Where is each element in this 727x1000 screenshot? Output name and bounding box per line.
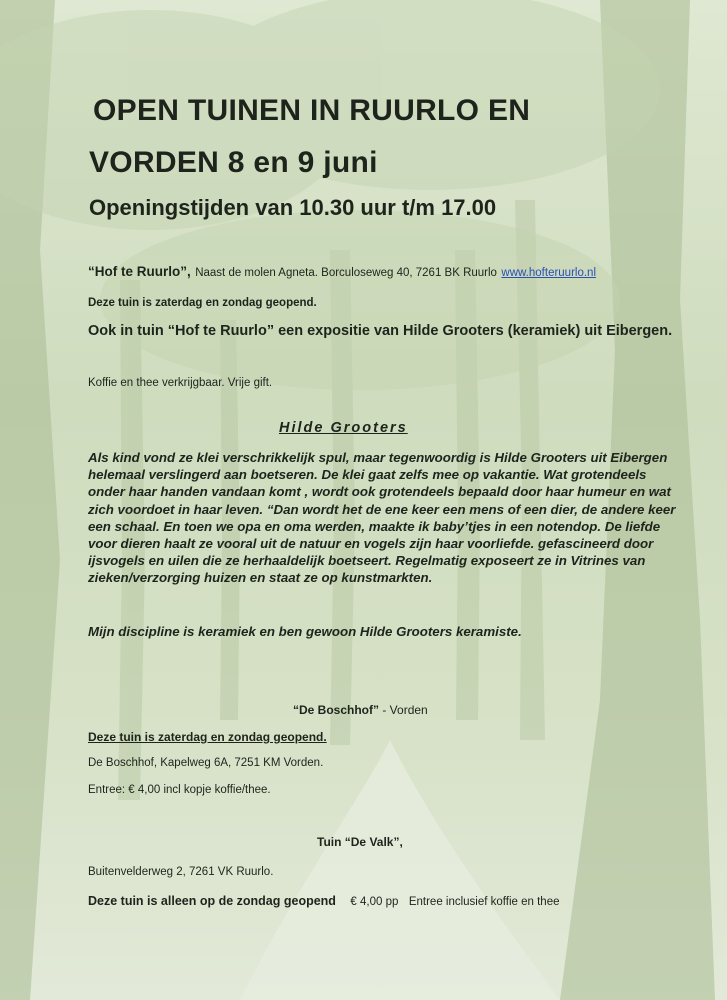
- boschhof-address: De Boschhof, Kapelweg 6A, 7251 KM Vorden.: [88, 757, 324, 769]
- artist-discipline: Mijn discipline is keramiek en ben gewoon Hilde Grooters keramiste.: [88, 624, 522, 639]
- hof-open: Deze tuin is zaterdag en zondag geopend.: [88, 297, 317, 309]
- title-line2: VORDEN 8 en 9 juni: [89, 146, 378, 179]
- valk-address: Buitenvelderweg 2, 7261 VK Ruurlo.: [88, 866, 274, 878]
- artist-heading: Hilde Grooters: [279, 420, 408, 436]
- valk-info-line: [88, 892, 560, 910]
- boschhof-place: - Vorden: [379, 703, 428, 717]
- valk-name: Tuin “De Valk”,: [317, 835, 403, 849]
- valk-entree: Entree inclusief koffie en thee: [408, 896, 560, 908]
- hof-name: “Hof te Ruurlo”,: [88, 264, 191, 279]
- valk-price: € 4,00 pp: [350, 896, 399, 908]
- boschhof-entree: Entree: € 4,00 incl kopje koffie/thee.: [88, 784, 271, 796]
- hof-line: [88, 263, 596, 281]
- hof-website-link[interactable]: www.hofteruurlo.nl: [501, 267, 597, 279]
- boschhof-heading: [293, 703, 428, 717]
- boschhof-name: “De Boschhof”: [293, 703, 380, 717]
- title-line1: OPEN TUINEN IN RUURLO EN: [93, 94, 531, 127]
- hof-expo: Ook in tuin “Hof te Ruurlo” een expositie van Hilde Grooters (keramiek) uit Eibergen.: [88, 323, 673, 339]
- boschhof-open: Deze tuin is zaterdag en zondag geopend.: [88, 730, 327, 744]
- hof-coffee: Koffie en thee verkrijgbaar. Vrije gift.: [88, 377, 273, 389]
- opening-hours: Openingstijden van 10.30 uur t/m 17.00: [89, 195, 497, 220]
- hof-address: Naast de molen Agneta. Borculoseweg 40, 7261 BK Ruurlo: [195, 267, 497, 279]
- valk-open: Deze tuin is alleen op de zondag geopend: [88, 894, 336, 908]
- artist-bio: Als kind vond ze klei verschrikkelijk spul, maar tegenwoordig is Hilde Grooters uit Eibergen helemaal verslingerd aan boetseren. De klei gaat zelfs mee op vakantie. Wat grotendeels onder haar handen vandaan komt , wordt ook grotendeels bepaald door haar humeur en wat zich voordoet in haar leven. “Dan wordt het de ene keer een mens of een dier, de andere keer een schaal. En toen we opa en oma werden, maakte ik baby’tjes in een notendop. De liefde voor dieren haalt ze vooral uit de natuur en vogels zijn haar voorliefde. gefascineerd door ijsvogels en uilen die ze herhaaldelijk boetseert. Regelmatig exposeert ze in Vitrines van zieken/verzorging huizen en staat ze op kunstmarkten.: [88, 450, 676, 586]
